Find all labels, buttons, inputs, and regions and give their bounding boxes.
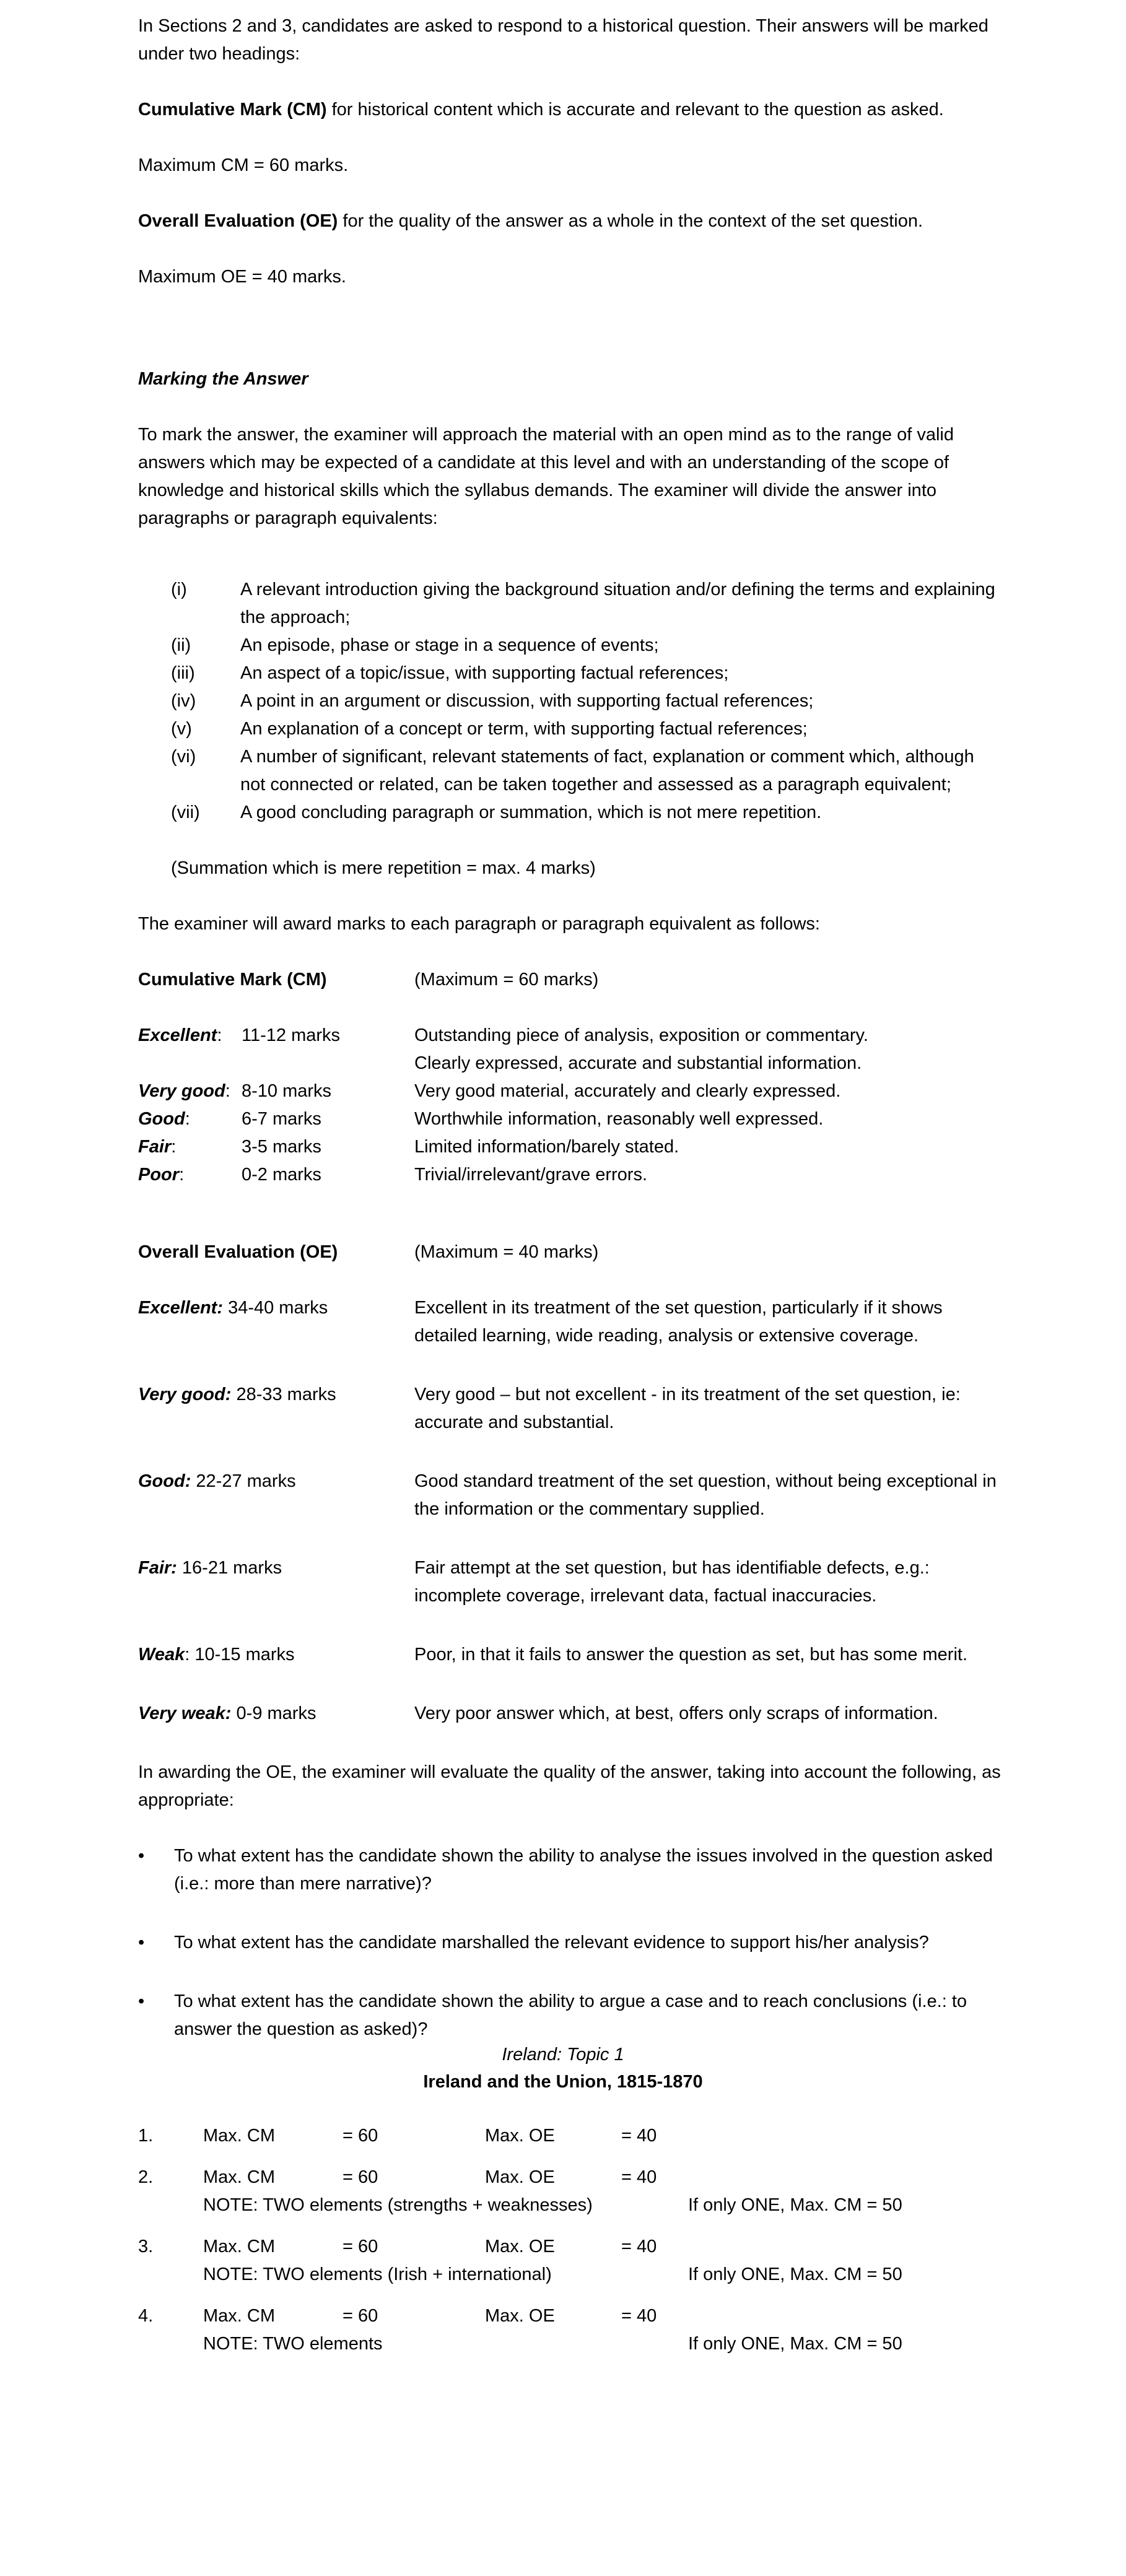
- grade-description: Worthwhile information, reasonably well expressed.: [414, 1109, 824, 1129]
- oe-row-fair: [138, 1554, 1002, 1610]
- max-cm-label: Max. CM: [203, 2237, 275, 2256]
- cm-row-poor: Poor: 0-2 marks Trivial/irrelevant/grave errors.: [138, 1161, 1002, 1189]
- max-cm-label: Max. CM: [203, 2126, 275, 2146]
- oe-definition-rest: for the quality of the answer as a whole in the context of the set question.: [343, 211, 923, 231]
- topic-title: Ireland and the Union, 1815-1870: [423, 2072, 703, 2092]
- oe-row-good: [138, 1468, 1002, 1523]
- max-cm-value: = 60: [343, 2237, 378, 2256]
- cm-maximum: Maximum CM = 60 marks.: [138, 155, 349, 175]
- summation-note: (Summation which is mere repetition = max. 4 marks): [171, 858, 596, 878]
- question-item-2: [138, 2164, 1002, 2219]
- oe-maximum: Maximum OE = 40 marks.: [138, 267, 346, 287]
- max-cm-value: = 60: [343, 2306, 378, 2326]
- max-oe-label: Max. OE: [485, 2126, 555, 2146]
- grade-term: Very good: [138, 1081, 225, 1101]
- oe-row-very-weak: [138, 1700, 1002, 1728]
- question-note: NOTE: TWO elements (Irish + international): [203, 2265, 552, 2284]
- grade-description: Clearly expressed, accurate and substantial information.: [414, 1053, 862, 1073]
- oe-table-title: Overall Evaluation (OE): [138, 1242, 338, 1262]
- cm-row-good: Good: 6-7 marks Worthwhile information, reasonably well expressed.: [138, 1105, 1002, 1133]
- question-item-4: [138, 2302, 1002, 2358]
- list-item-label: (i): [171, 580, 187, 599]
- intro-paragraph: In Sections 2 and 3, candidates are asked to respond to a historical question. Their answers will be marked under two headings:: [138, 16, 989, 64]
- list-item-text: A point in an argument or discussion, with supporting factual references;: [240, 691, 814, 711]
- cm-row-fair: Fair: 3-5 marks Limited information/barely stated.: [138, 1133, 1002, 1161]
- grade-description: Good standard treatment of the set question, without being exceptional in the information or the commentary supplied.: [414, 1471, 997, 1519]
- grade-description: Very good material, accurately and clearly expressed.: [414, 1081, 841, 1101]
- cm-row-very-good: Very good: 8-10 marks Very good material, accurately and clearly expressed.: [138, 1077, 1002, 1105]
- list-item-text: An explanation of a concept or term, with supporting factual references;: [240, 719, 808, 739]
- grade-term: Weak: [138, 1645, 185, 1664]
- bullet-icon: •: [138, 1933, 145, 1952]
- oe-definition: [138, 207, 1002, 235]
- grade-term: Fair: [138, 1137, 172, 1157]
- cm-table-max: (Maximum = 60 marks): [414, 970, 599, 990]
- question-note: NOTE: TWO elements: [203, 2334, 383, 2354]
- grade-term: Excellent: [138, 1025, 217, 1045]
- award-intro-paragraph: The examiner will award marks to each paragraph or paragraph equivalent as follows:: [138, 914, 820, 934]
- cm-table-header: [138, 966, 1002, 994]
- grade-description: Very poor answer which, at best, offers only scraps of information.: [414, 1704, 938, 1723]
- bullet-text: To what extent has the candidate shown the ability to analyse the issues involved in the question asked (i.e.: more than mere narrative)?: [174, 1846, 993, 1894]
- marking-intro-paragraph: To mark the answer, the examiner will approach the material with an open mind as to the range of valid answers which may be expected of a candidate at this level and with an understanding of the scope of knowledge and historical skills which the syllabus demands. The examiner will divide the answer into paragraphs or paragraph equivalents:: [138, 425, 954, 528]
- list-item-text: An episode, phase or stage in a sequence of events;: [240, 635, 659, 655]
- grade-term: Good: [138, 1109, 185, 1129]
- max-oe-value: = 40: [621, 2126, 657, 2146]
- max-oe-label: Max. OE: [485, 2306, 555, 2326]
- max-oe-value: = 40: [621, 2167, 657, 2187]
- marking-the-answer-heading: Marking the Answer: [138, 369, 308, 389]
- grade-description: Fair attempt at the set question, but has identifiable defects, e.g.: incomplete coverage, irrelevant data, factual inaccuracies.: [414, 1558, 930, 1606]
- cm-definition-lead: Cumulative Mark (CM): [138, 100, 327, 120]
- grade-marks: 34-40 marks: [228, 1298, 328, 1318]
- grade-term: Fair:: [138, 1558, 177, 1578]
- max-oe-label: Max. OE: [485, 2167, 555, 2187]
- grade-marks: 22-27 marks: [196, 1471, 296, 1491]
- list-item: [138, 576, 1002, 632]
- cm-row-excellent: Excellent: 11-12 marks Outstanding piece of analysis, exposition or commentary. Clearly expressed, accurate and substantial information.: [138, 1022, 1002, 1077]
- grade-description: Limited information/barely stated.: [414, 1137, 679, 1157]
- question-note: NOTE: TWO elements (strengths + weaknesses): [203, 2195, 593, 2215]
- bullet-text: To what extent has the candidate shown the ability to argue a case and to reach conclusions (i.e.: to answer the question as asked)?: [174, 1991, 967, 2039]
- oe-row-very-good: [138, 1381, 1002, 1437]
- oe-table-max: (Maximum = 40 marks): [414, 1242, 599, 1262]
- grade-marks: 10-15 marks: [194, 1645, 295, 1664]
- oe-table-header: [138, 1238, 1002, 1266]
- grade-marks: 8-10 marks: [242, 1081, 332, 1101]
- list-item-text: A number of significant, relevant statements of fact, explanation or comment which, although not connected or related, can be taken together and assessed as a paragraph equivalent;: [240, 747, 974, 794]
- list-item-label: (iii): [171, 663, 195, 683]
- bullet-text: To what extent has the candidate marshalled the relevant evidence to support his/her analysis?: [174, 1933, 929, 1952]
- cm-definition-rest: for historical content which is accurate and relevant to the question as asked.: [331, 100, 944, 120]
- list-item: [138, 659, 1002, 687]
- question-item-3: [138, 2233, 1002, 2289]
- question-note-condition: If only ONE, Max. CM = 50: [688, 2334, 902, 2354]
- oe-row-weak: Weak: 10-15 marks Poor, in that it fails to answer the question as set, but has some merit.: [138, 1641, 1002, 1669]
- list-item-label: (vi): [171, 747, 196, 767]
- oe-definition-lead: Overall Evaluation (OE): [138, 211, 338, 231]
- grade-description: Poor, in that it fails to answer the question as set, but has some merit.: [414, 1645, 968, 1664]
- grade-marks: 6-7 marks: [242, 1109, 321, 1129]
- bullet-item: [138, 1842, 1002, 1898]
- max-oe-value: = 40: [621, 2306, 657, 2326]
- question-number: 4.: [138, 2306, 154, 2326]
- question-note-condition: If only ONE, Max. CM = 50: [688, 2265, 902, 2284]
- question-item-1: [138, 2122, 1002, 2150]
- topic-header-block: [0, 2047, 1126, 2096]
- paragraph-types-list: [138, 576, 1002, 827]
- question-number: 3.: [138, 2237, 154, 2256]
- oe-table: [138, 1294, 1002, 1728]
- list-item-label: (vii): [171, 803, 200, 822]
- list-item-text: An aspect of a topic/issue, with supporting factual references;: [240, 663, 729, 683]
- list-item-text: A good concluding paragraph or summation, which is not mere repetition.: [240, 803, 822, 822]
- bullet-item: [138, 1929, 1002, 1957]
- list-item-text: A relevant introduction giving the background situation and/or defining the terms and explaining the approach;: [240, 580, 995, 627]
- question-note-condition: If only ONE, Max. CM = 50: [688, 2195, 902, 2215]
- grade-term: Poor: [138, 1165, 180, 1185]
- max-cm-value: = 60: [343, 2126, 378, 2146]
- list-item: [138, 632, 1002, 659]
- list-item-label: (v): [171, 719, 192, 739]
- list-item-label: (iv): [171, 691, 196, 711]
- list-item: [138, 715, 1002, 743]
- max-cm-label: Max. CM: [203, 2167, 275, 2187]
- grade-marks: 28-33 marks: [236, 1385, 336, 1404]
- grade-term: Good:: [138, 1471, 191, 1491]
- cm-table-title: Cumulative Mark (CM): [138, 970, 327, 990]
- topic-running-header: [0, 2047, 1126, 2068]
- grade-description: Trivial/irrelevant/grave errors.: [414, 1165, 648, 1185]
- grade-term: Excellent:: [138, 1298, 223, 1318]
- max-oe-value: = 40: [621, 2237, 657, 2256]
- grade-term: Very weak:: [138, 1704, 232, 1723]
- max-cm-value: = 60: [343, 2167, 378, 2187]
- grade-marks: 16-21 marks: [181, 1558, 282, 1578]
- grade-marks: 11-12 marks: [242, 1025, 341, 1045]
- grade-description: Outstanding piece of analysis, exposition or commentary.: [414, 1025, 868, 1045]
- oe-awarding-intro: In awarding the OE, the examiner will evaluate the quality of the answer, taking into account the following, as appropriate:: [138, 1762, 1001, 1810]
- oe-criteria-bullets: [138, 1842, 1002, 2043]
- list-item: [138, 687, 1002, 715]
- max-oe-label: Max. OE: [485, 2237, 555, 2256]
- grade-description: Very good – but not excellent - in its treatment of the set question, ie: accurate and substantial.: [414, 1385, 961, 1432]
- list-item: [138, 743, 1002, 799]
- list-item-label: (ii): [171, 635, 191, 655]
- question-marks-list: [138, 2122, 1002, 2358]
- cm-table: [138, 1022, 1002, 1189]
- list-item: [138, 799, 1002, 827]
- grade-term: Very good:: [138, 1385, 232, 1404]
- bullet-icon: •: [138, 1846, 145, 1866]
- grade-marks: 0-9 marks: [236, 1704, 316, 1723]
- grade-marks: 3-5 marks: [242, 1137, 321, 1157]
- bullet-icon: •: [138, 1991, 145, 2011]
- grade-marks: 0-2 marks: [242, 1165, 321, 1185]
- max-cm-label: Max. CM: [203, 2306, 275, 2326]
- question-number: 1.: [138, 2126, 154, 2146]
- topic-running-header-text: Ireland: Topic 1: [502, 2047, 624, 2065]
- cm-definition: [138, 96, 1002, 124]
- grade-description: Excellent in its treatment of the set question, particularly if it shows detailed learning, wide reading, analysis or extensive coverage.: [414, 1298, 943, 1346]
- bullet-item: [138, 1988, 1002, 2043]
- oe-row-excellent: [138, 1294, 1002, 1350]
- question-number: 2.: [138, 2167, 154, 2187]
